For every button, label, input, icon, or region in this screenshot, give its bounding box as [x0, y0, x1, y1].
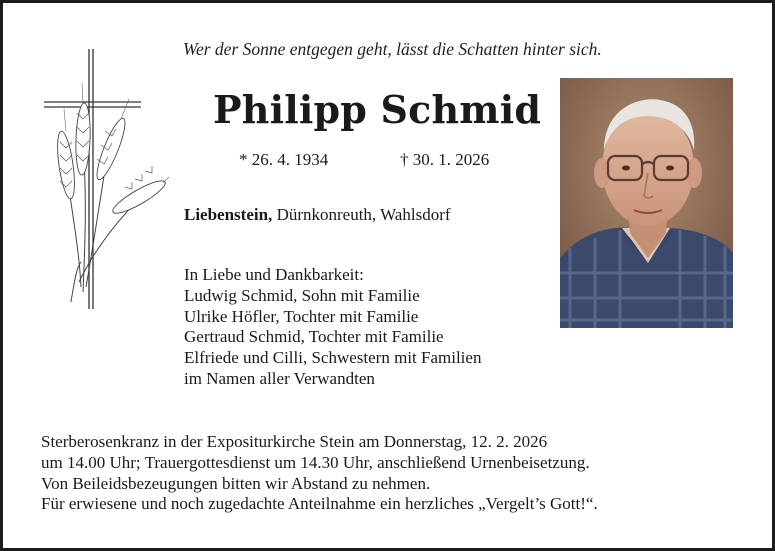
mourners-intro: In Liebe und Dankbarkeit: — [184, 265, 364, 284]
motto-quote: Wer der Sonne entgegen geht, lässt die Schatten hinter sich. — [183, 39, 602, 59]
main-place: Liebenstein, — [184, 205, 273, 224]
mourner-line: Elfriede und Cilli, Schwestern mit Familien — [184, 348, 482, 368]
death-date: † 30. 1. 2026 — [400, 150, 490, 169]
portrait-photo — [560, 78, 733, 328]
footer-line: Sterberosenkranz in der Expositurkirche Stein am Donnerstag, 12. 2. 2026 — [41, 432, 548, 451]
mourner-line: Ulrike Höfler, Tochter mit Familie — [184, 306, 419, 326]
places — [184, 205, 451, 225]
footer-line: um 14.00 Uhr; Trauergottesdienst um 14.30 Uhr, anschließend Urnenbeisetzung. — [41, 452, 590, 472]
mourner-line: im Namen aller Verwandten — [184, 368, 375, 388]
footer-line: Von Beileidsbezeugungen bitten wir Abstand zu nehmen. — [41, 473, 431, 493]
birth-date: * 26. 4. 1934 — [239, 150, 329, 169]
other-places: Dürnkonreuth, Wahlsdorf — [276, 205, 451, 224]
mourners-block — [184, 265, 481, 390]
deceased-name: Philipp Schmid — [213, 87, 542, 132]
cross-with-wheat-icon — [41, 47, 171, 317]
mourner-line: Gertraud Schmid, Tochter mit Familie — [184, 327, 444, 347]
mourner-line: Ludwig Schmid, Sohn mit Familie — [184, 285, 420, 305]
footer-info — [41, 432, 598, 515]
footer-line: Für erwiesene und noch zugedachte Anteilnahme ein herzliches „Vergelt’s Gott!“. — [41, 494, 598, 514]
